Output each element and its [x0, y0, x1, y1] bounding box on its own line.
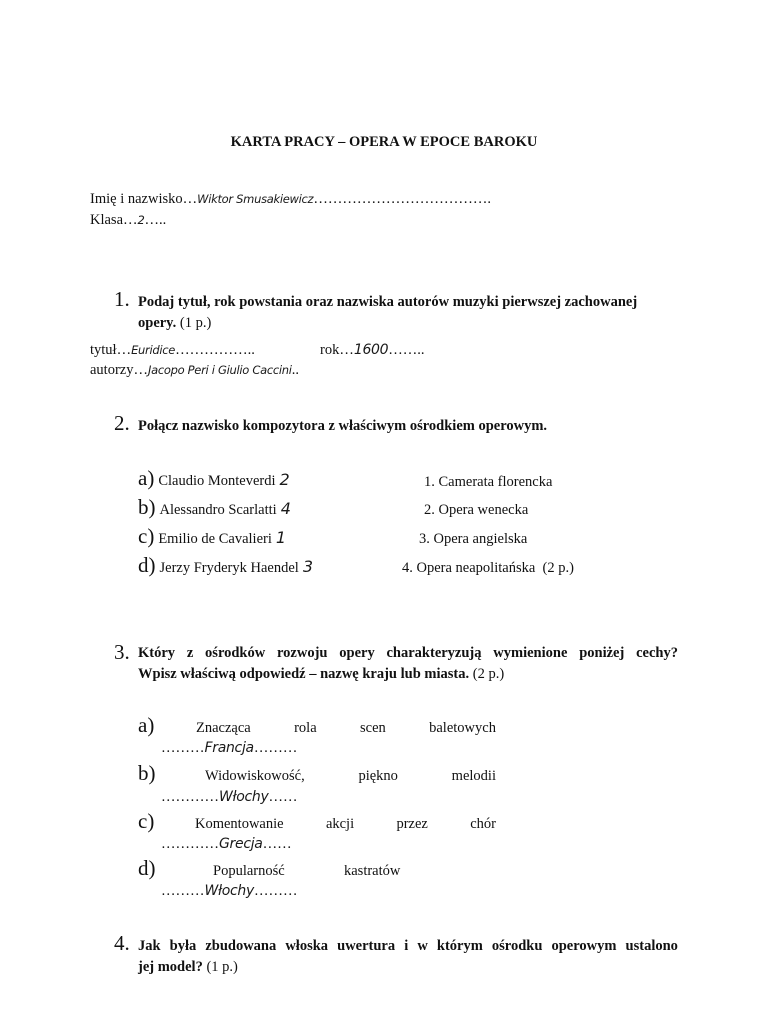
question-word: ustalono [625, 938, 678, 954]
q3-points: (2 p.) [472, 666, 505, 682]
q1-points: (1 p.) [179, 315, 212, 331]
q1-authors-line: autorzy…Jacopo Peri i Giulio Caccini.. [90, 362, 299, 378]
q3-item-letter: b) [138, 761, 156, 785]
q4-points: (1 p.) [206, 959, 238, 975]
question-word: opery [339, 645, 375, 661]
q1-title-answer: Euridice [131, 343, 176, 357]
q1-number: 1. [114, 287, 130, 311]
name-answer: Wiktor Smusakiewicz [197, 192, 314, 206]
class-answer: 2 [137, 213, 145, 227]
question-word: ośrodków [205, 645, 266, 661]
q1-text-line1: Podaj tytuł, rok powstania oraz nazwiska autorów muzyki pierwszej zachowanej [138, 294, 638, 310]
q3-item-b-answer-line: …………Włochy…… [161, 789, 298, 805]
q3-answer: Francja [204, 740, 254, 756]
q1-authors-answer: Jacopo Peri i Giulio Caccini [147, 363, 292, 377]
class-line: Klasa…2….. [90, 212, 167, 228]
q2-answer: 4 [280, 499, 291, 518]
q3-item-a-words: Znacząca rola scen baletowych [196, 720, 496, 736]
q3-item-d-answer-line: ………Włochy……… [161, 883, 298, 899]
question-word: była [169, 938, 197, 954]
question-word: poniżej [579, 645, 625, 661]
q4-number: 4. [114, 931, 130, 955]
q3-number: 3. [114, 640, 130, 664]
question-word: którym [436, 938, 483, 954]
q1-text-line2: opery. (1 p.) [138, 315, 212, 331]
q3-item-b-words: Widowiskowość, piękno melodii [205, 768, 496, 784]
q2-answer: 1 [275, 528, 287, 547]
q1-year-answer: 1600 [353, 342, 389, 358]
question-word: z [186, 645, 194, 661]
q2-answer: 3 [302, 557, 313, 576]
class-label: Klasa [90, 212, 124, 228]
q2-composer-row: d) Jerzy Fryderyk Haendel 3 [138, 553, 313, 577]
name-line: Imię i nazwisko…Wiktor Smusakiewicz………………………………. [90, 191, 491, 207]
q2-composer-row: b) Alessandro Scarlatti 4 [138, 495, 291, 519]
question-word: włoska [285, 938, 329, 954]
question-word: cechy? [636, 645, 678, 661]
q2-composer-row: a) Claudio Monteverdi 2 [138, 466, 290, 490]
q2-center-last: 4. Opera neapolitańska (2 p.) [402, 560, 574, 576]
question-word: rozwoju [277, 645, 328, 661]
q2-answer: 2 [279, 470, 290, 489]
q1-title-line: tytuł…Euridice…………….. [90, 342, 255, 358]
q4-text-line1 [138, 938, 678, 955]
q1-year-line: rok…1600…….. [320, 342, 425, 358]
q3-text-line2: Wpisz właściwą odpowiedź – nazwę kraju lub miasta. (2 p.) [138, 666, 505, 682]
q3-item-c-answer-line: …………Grecja…… [161, 836, 292, 852]
question-word: operowym [551, 938, 617, 954]
q2-composer-list [138, 466, 313, 582]
question-word: ośrodku [491, 938, 543, 954]
q3-item-a-answer-line: ………Francja……… [161, 740, 298, 756]
question-word: i [404, 938, 409, 954]
q3-item-letter: c) [138, 809, 155, 833]
q3-item-c-words: Komentowanie akcji przez chór [195, 816, 496, 832]
q2-composer-row: c) Emilio de Cavalieri 1 [138, 524, 287, 548]
q2-number: 2. [114, 411, 130, 435]
question-word: zbudowana [205, 938, 277, 954]
q3-answer: Włochy [219, 789, 269, 805]
q2-center: 2. Opera wenecka [424, 502, 529, 518]
q3-answer: Włochy [204, 883, 254, 899]
q2-text: Połącz nazwisko kompozytora z właściwym ośrodkiem operowym. [138, 418, 548, 434]
q3-text-line1 [138, 645, 678, 662]
question-word: Jak [138, 938, 161, 954]
q2-points: (2 p.) [542, 560, 574, 576]
q2-center: 3. Opera angielska [419, 531, 528, 547]
question-word: uwertura [337, 938, 396, 954]
q4-text-line2: jej model? (1 p.) [138, 959, 238, 975]
q3-item-d-word1: Popularność [213, 863, 285, 879]
question-word: Który [138, 645, 176, 661]
q3-item-d-word2: kastratów [344, 863, 401, 879]
q3-item-letter: d) [138, 856, 156, 880]
q2-center: 1. Camerata florencka [424, 474, 553, 490]
q3-item-letter: a) [138, 713, 155, 737]
question-word: wymienione [493, 645, 568, 661]
question-word: charakteryzują [386, 645, 482, 661]
question-word: w [417, 938, 428, 954]
q3-answer: Grecja [219, 836, 263, 852]
page-title: KARTA PRACY – OPERA W EPOCE BAROKU [230, 134, 538, 150]
name-label: Imię i nazwisko [90, 191, 183, 207]
